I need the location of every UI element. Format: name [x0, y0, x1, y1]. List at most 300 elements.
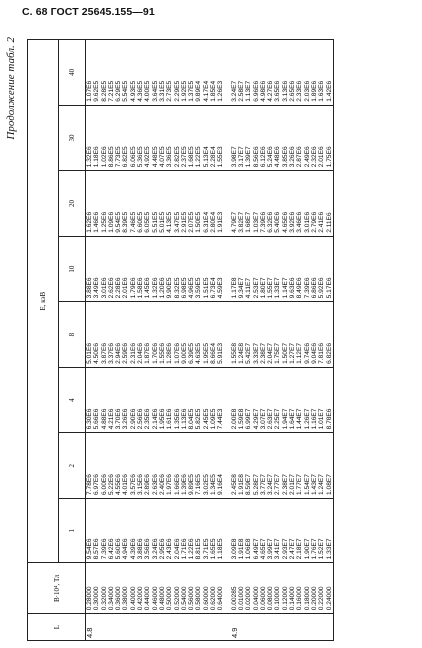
flux-value: 2.29E5 — [174, 40, 181, 106]
table-row — [289, 40, 296, 641]
flux-value: 1.34E5 — [210, 433, 217, 499]
l-value — [326, 614, 334, 641]
flux-value: 9.74E6 — [304, 302, 311, 368]
table-row — [101, 40, 108, 641]
l-value — [181, 614, 188, 641]
flux-value: 2.01E6 — [122, 236, 129, 302]
flux-value: 2.11E6 — [326, 171, 334, 237]
flux-value: 6.73E4 — [210, 236, 217, 302]
flux-value: 1.71E6 — [181, 498, 188, 562]
l-value — [210, 614, 217, 641]
flux-value: 9.00E5 — [181, 302, 188, 368]
flux-value: 1.22E5 — [195, 105, 202, 171]
flux-value: 2.53E7 — [253, 236, 260, 302]
table-row — [86, 40, 94, 641]
l-value — [166, 614, 173, 641]
flux-value: 7.21E5 — [108, 40, 115, 106]
flux-value: 1.13E6 — [181, 367, 188, 433]
table-row — [326, 40, 334, 641]
flux-value: 1.68E5 — [188, 105, 195, 171]
flux-value: 1.75E6 — [326, 105, 334, 171]
flux-value: 2.95E6 — [159, 498, 166, 562]
flux-value: 2.62E6 — [108, 236, 115, 302]
flux-value: 4.39E6 — [130, 498, 137, 562]
flux-value: 3.71E5 — [203, 498, 210, 562]
flux-value: 1.76E7 — [311, 498, 318, 562]
col-header-energy: 30 — [59, 105, 86, 171]
flux-value: 1.62E6 — [86, 171, 94, 237]
flux-value: 3.17E7 — [238, 105, 245, 171]
flux-value: 8.66E4 — [210, 302, 217, 368]
b-value: 0.48000 — [159, 563, 166, 614]
flux-value: 2.07E5 — [188, 171, 195, 237]
flux-value: 2.77E7 — [274, 433, 281, 499]
flux-value: 9.34E7 — [238, 236, 245, 302]
flux-value: 3.01E6 — [304, 171, 311, 237]
flux-value: 3.37E6 — [108, 302, 115, 368]
flux-value: 3.64E5 — [152, 40, 159, 106]
flux-value: 2.82E5 — [174, 105, 181, 171]
flux-value: 2.01E6 — [318, 105, 325, 171]
flux-value: 5.66E6 — [93, 367, 100, 433]
flux-value: 1.61E6 — [166, 367, 173, 433]
flux-value: 1.07E6 — [86, 40, 94, 106]
flux-value: 1.22E6 — [188, 498, 195, 562]
flux-value: 1.95E5 — [203, 302, 210, 368]
flux-value: 1.89E6 — [311, 40, 318, 106]
flux-value: 4.07E5 — [159, 105, 166, 171]
col-header-l: L — [28, 614, 86, 641]
flux-value: 5.51E5 — [152, 171, 159, 237]
l-value — [253, 614, 260, 641]
flux-value: 1.32E6 — [86, 105, 94, 171]
flux-value: 2.56E6 — [137, 367, 144, 433]
b-value: 0.38000 — [122, 563, 129, 614]
flux-value: 1.43E7 — [311, 433, 318, 499]
data-table — [27, 39, 334, 641]
flux-value: 4.50E6 — [93, 302, 100, 368]
flux-value: 3.82E7 — [238, 171, 245, 237]
table-row — [122, 40, 129, 641]
flux-value: 4.65E7 — [260, 498, 267, 562]
table-row — [217, 40, 224, 641]
flux-value: 9.16E4 — [217, 433, 224, 499]
flux-value: 3.15E6 — [137, 433, 144, 499]
b-value: 0.58000 — [195, 563, 202, 614]
table-row — [115, 40, 122, 641]
flux-value: 4.21E6 — [108, 367, 115, 433]
table-row — [108, 40, 115, 641]
flux-value: 1.51E5 — [203, 236, 210, 302]
flux-value: 1.54E7 — [304, 433, 311, 499]
flux-value: 4.94E6 — [122, 498, 129, 562]
b-value: 0.64000 — [217, 563, 224, 614]
flux-value: 1.14E7 — [282, 236, 289, 302]
b-value: 0.16000 — [296, 563, 303, 614]
flux-value: 4.96E5 — [188, 236, 195, 302]
flux-value: 4.11E7 — [245, 236, 252, 302]
col-header-energy: 40 — [59, 40, 86, 106]
flux-value: 1.55E8 — [231, 302, 238, 368]
flux-value: 1.70E6 — [152, 302, 159, 368]
flux-value: 8.59E7 — [245, 433, 252, 499]
flux-value: 1.13E7 — [245, 40, 252, 106]
flux-value: 6.06E5 — [130, 105, 137, 171]
l-value — [144, 614, 151, 641]
table-row — [245, 40, 252, 641]
flux-value: 8.49E6 — [296, 236, 303, 302]
flux-value: 9.90E5 — [166, 236, 173, 302]
flux-value: 1.33E7 — [326, 498, 334, 562]
flux-value: 7.44E3 — [217, 367, 224, 433]
flux-value: 3.70E6 — [115, 367, 122, 433]
col-header-energy: 8 — [59, 302, 86, 368]
flux-value: 9.89E5 — [188, 433, 195, 499]
rotated-table-area — [5, 31, 414, 643]
flux-value: 1.27E7 — [289, 302, 296, 368]
flux-value: 2.25E7 — [274, 367, 281, 433]
flux-value: 1.39E7 — [245, 105, 252, 171]
flux-value: 1.55E3 — [217, 105, 224, 171]
flux-value: 4.88E6 — [101, 367, 108, 433]
col-header-energy: 10 — [59, 236, 86, 302]
flux-value: 5.60E6 — [115, 498, 122, 562]
flux-value: 1.18E5 — [217, 498, 224, 562]
b-value: 0.18000 — [304, 563, 311, 614]
b-value: 0.36000 — [115, 563, 122, 614]
flux-value: 3.56E6 — [144, 498, 151, 562]
b-value: 0.28000 — [86, 563, 94, 614]
col-header-energy-group: E, кэВ — [28, 40, 59, 563]
table-row — [238, 40, 245, 641]
flux-value: 2.94E6 — [115, 302, 122, 368]
flux-value: 1.77E7 — [296, 433, 303, 499]
b-value: 0.50000 — [166, 563, 173, 614]
b-value: 0.12000 — [282, 563, 289, 614]
l-value — [152, 614, 159, 641]
flux-value: 2.63E6 — [152, 433, 159, 499]
flux-value: 4.93E5 — [130, 40, 137, 106]
flux-value: 2.79E6 — [311, 171, 318, 237]
l-value — [311, 614, 318, 641]
flux-value: 4.13E5 — [166, 171, 173, 237]
b-value: 0.02000 — [245, 563, 252, 614]
flux-value: 1.59E8 — [238, 367, 245, 433]
flux-value: 1.91E8 — [238, 498, 245, 562]
flux-value: 3.99E7 — [267, 498, 274, 562]
b-value: 0.01000 — [238, 563, 245, 614]
flux-value: 5.91E3 — [217, 302, 224, 368]
flux-value: 5.36E5 — [137, 105, 144, 171]
col-header-energy: 20 — [59, 171, 86, 237]
flux-value: 1.66E6 — [174, 433, 181, 499]
flux-value: 3.07E7 — [260, 367, 267, 433]
flux-value: 4.01E6 — [122, 433, 129, 499]
flux-value: 8.86E5 — [108, 105, 115, 171]
page-header: С. 68 ГОСТ 25645.155—91 — [22, 6, 155, 18]
flux-value: 4.00E5 — [144, 40, 151, 106]
table-row — [166, 40, 173, 641]
l-value — [245, 614, 252, 641]
flux-value: 2.65E6 — [289, 40, 296, 106]
flux-value: 7.81E6 — [318, 302, 325, 368]
col-header-b: B·10⁴, Тл — [28, 563, 86, 614]
l-value — [137, 614, 144, 641]
flux-value: 1.24E7 — [318, 433, 325, 499]
flux-value: 3.88E6 — [137, 498, 144, 562]
flux-value: 2.28E4 — [210, 105, 217, 171]
l-value — [203, 614, 210, 641]
flux-value: 1.25E6 — [101, 171, 108, 237]
b-value: 0.22000 — [318, 563, 325, 614]
flux-value: 1.09E6 — [108, 171, 115, 237]
flux-value: 1.02E6 — [101, 105, 108, 171]
flux-value: 1.16E7 — [311, 367, 318, 433]
l-value — [130, 614, 137, 641]
l-value — [188, 614, 195, 641]
flux-value: 1.17E8 — [231, 236, 238, 302]
flux-value: 2.33E6 — [296, 40, 303, 106]
flux-value: 2.90E6 — [130, 367, 137, 433]
flux-value: 3.57E6 — [130, 433, 137, 499]
flux-value: 9.04E6 — [311, 302, 318, 368]
table-row — [93, 40, 100, 641]
flux-value: 3.24E7 — [231, 40, 238, 106]
b-value: 0.46000 — [152, 563, 159, 614]
flux-value: 1.64E7 — [289, 367, 296, 433]
b-value: 0.62000 — [210, 563, 217, 614]
l-value — [122, 614, 129, 641]
l-value — [296, 614, 303, 641]
b-value: 0.10000 — [274, 563, 281, 614]
flux-value: 1.32E6 — [152, 236, 159, 302]
table-row — [203, 40, 210, 641]
table-row — [159, 40, 166, 641]
flux-value: 1.90E7 — [304, 498, 311, 562]
flux-value: 3.01E6 — [101, 236, 108, 302]
table-row — [195, 40, 202, 641]
table-row — [282, 40, 289, 641]
b-value: 0.42000 — [137, 563, 144, 614]
flux-value: 3.49E6 — [93, 236, 100, 302]
flux-value: 5.01E5 — [159, 171, 166, 237]
flux-value: 4.63E5 — [195, 302, 202, 368]
flux-value: 1.08E7 — [326, 433, 334, 499]
b-value: 0.44000 — [144, 563, 151, 614]
flux-value: 2.04E7 — [267, 302, 274, 368]
flux-value: 4.92E5 — [144, 105, 151, 171]
table-row — [318, 40, 325, 641]
b-value: 0.24000 — [326, 563, 334, 614]
flux-value: 1.94E7 — [282, 367, 289, 433]
flux-value: 2.49E6 — [304, 105, 311, 171]
flux-value: 5.17E6 — [326, 236, 334, 302]
table-row — [274, 40, 281, 641]
flux-value: 8.81E5 — [195, 498, 202, 562]
flux-value: 2.28E6 — [115, 236, 122, 302]
flux-value: 2.04E6 — [174, 498, 181, 562]
flux-value: 1.35E6 — [174, 367, 181, 433]
l-value — [195, 614, 202, 641]
table-row — [130, 40, 137, 641]
flux-value: 5.22E6 — [108, 433, 115, 499]
flux-value: 1.92E5 — [181, 40, 188, 106]
flux-value: 1.52E7 — [318, 498, 325, 562]
l-value — [108, 614, 115, 641]
flux-value: 9.54E6 — [86, 498, 94, 562]
flux-value: 1.26E7 — [304, 367, 311, 433]
flux-value: 1.68E7 — [245, 171, 252, 237]
flux-value: 3.85E6 — [282, 105, 289, 171]
table-row — [188, 40, 195, 641]
flux-value: 3.26E6 — [122, 367, 129, 433]
flux-value: 6.82E6 — [326, 302, 334, 368]
flux-value: 1.45E6 — [144, 236, 151, 302]
flux-value: 5.40E6 — [274, 171, 281, 237]
flux-value: 3.65E6 — [274, 40, 281, 106]
flux-value: 9.54E5 — [115, 171, 122, 237]
flux-value: 6.31E4 — [203, 171, 210, 237]
flux-value: 1.91E3 — [217, 171, 224, 237]
b-value: 0.34000 — [108, 563, 115, 614]
flux-value: 3.31E5 — [159, 40, 166, 106]
flux-value: 1.91E8 — [238, 433, 245, 499]
flux-value: 1.79E6 — [130, 236, 137, 302]
flux-value: 3.46E6 — [296, 171, 303, 237]
flux-value: 6.97E6 — [93, 433, 100, 499]
b-value: 0.40000 — [130, 563, 137, 614]
flux-value: 5.92E6 — [318, 236, 325, 302]
flux-value: 2.32E6 — [311, 105, 318, 171]
l-value — [318, 614, 325, 641]
flux-value: 1.65E5 — [210, 498, 217, 562]
l-value — [282, 614, 289, 641]
flux-value: 1.44E7 — [296, 367, 303, 433]
flux-value: 2.18E7 — [296, 498, 303, 562]
flux-value: 3.36E5 — [166, 105, 173, 171]
continuation-label: Продолжение табл. 2 — [5, 37, 17, 140]
l-value — [174, 614, 181, 641]
flux-value: 3.26E6 — [289, 105, 296, 171]
flux-value: 2.04E6 — [137, 302, 144, 368]
table-row — [210, 40, 217, 641]
flux-value: 7.39E6 — [304, 236, 311, 302]
flux-value: 1.50E7 — [282, 302, 289, 368]
flux-value: 3.47E5 — [174, 171, 181, 237]
flux-value: 2.41E6 — [318, 171, 325, 237]
flux-value: 3.33E7 — [253, 302, 260, 368]
flux-value: 2.01E7 — [289, 433, 296, 499]
flux-value: 5.01E6 — [86, 302, 94, 368]
flux-value: 3.87E6 — [101, 302, 108, 368]
flux-value: 1.87E6 — [144, 302, 151, 368]
flux-value: 1.42E6 — [326, 40, 334, 106]
flux-value: 1.75E7 — [274, 302, 281, 368]
flux-value: 6.82E5 — [122, 105, 129, 171]
b-value: 0.14000 — [289, 563, 296, 614]
flux-value: 8.32E5 — [174, 236, 181, 302]
flux-value: 9.62E5 — [93, 40, 100, 106]
flux-value: 6.98E5 — [181, 236, 188, 302]
b-value: 0.20000 — [311, 563, 318, 614]
flux-value: 3.88E6 — [86, 236, 94, 302]
l-value — [274, 614, 281, 641]
flux-value: 2.47E7 — [289, 498, 296, 562]
l-value — [93, 614, 100, 641]
flux-value: 2.38E7 — [282, 433, 289, 499]
flux-value: 1.01E7 — [318, 367, 325, 433]
flux-value: 1.95E6 — [159, 367, 166, 433]
flux-value: 5.82E5 — [195, 367, 202, 433]
flux-value: 3.24E6 — [152, 498, 159, 562]
l-value: 4.9 — [231, 614, 238, 641]
flux-value: 6.29E5 — [115, 40, 122, 106]
flux-value: 1.03E7 — [253, 171, 260, 237]
b-value: 0.08000 — [267, 563, 274, 614]
table-row — [311, 40, 318, 641]
l-value — [238, 614, 245, 641]
flux-value: 4.48E5 — [152, 105, 159, 171]
flux-value: 1.39E6 — [181, 433, 188, 499]
flux-value: 2.89E6 — [144, 433, 151, 499]
flux-value: 6.32E6 — [267, 171, 274, 237]
flux-value: 4.59E3 — [217, 236, 224, 302]
flux-value: 4.98E6 — [260, 40, 267, 106]
flux-value: 8.56E6 — [253, 105, 260, 171]
flux-value: 8.04E5 — [188, 367, 195, 433]
l-value — [267, 614, 274, 641]
flux-value: 2.40E6 — [159, 433, 166, 499]
flux-value: 5.24E6 — [267, 105, 274, 171]
flux-value: 2.63E7 — [267, 367, 274, 433]
flux-value: 2.35E6 — [144, 367, 151, 433]
flux-value: 3.02E5 — [203, 433, 210, 499]
table-row — [267, 40, 274, 641]
table-row — [137, 40, 144, 641]
flux-value: 1.97E6 — [166, 433, 173, 499]
b-value: 0.06000 — [260, 563, 267, 614]
flux-value: 3.09E8 — [231, 498, 238, 562]
b-value: 0.30000 — [93, 563, 100, 614]
flux-value: 1.37E5 — [188, 40, 195, 106]
flux-value: 2.14E6 — [152, 367, 159, 433]
flux-value: 6.86E6 — [311, 236, 318, 302]
table-row — [260, 40, 267, 641]
l-value — [159, 614, 166, 641]
flux-value: 4.17E4 — [203, 40, 210, 106]
flux-value: 3.41E7 — [274, 498, 281, 562]
flux-value: 2.43E6 — [166, 498, 173, 562]
b-value: 0.04000 — [253, 563, 260, 614]
l-value — [217, 614, 224, 641]
flux-value: 4.29E7 — [253, 367, 260, 433]
flux-value: 3.92E6 — [289, 171, 296, 237]
flux-value: 6.12E6 — [260, 105, 267, 171]
table-row — [152, 40, 159, 641]
table-row — [296, 40, 303, 641]
flux-value: 6.00E6 — [101, 433, 108, 499]
b-value: 0.00285 — [231, 563, 238, 614]
b-value: 0.60000 — [203, 563, 210, 614]
l-value — [304, 614, 311, 641]
flux-value: 2.31E6 — [130, 302, 137, 368]
flux-value: 1.55E7 — [267, 236, 274, 302]
col-header-energy: 4 — [59, 367, 86, 433]
flux-value: 4.27E6 — [267, 40, 274, 106]
flux-value: 6.42E6 — [108, 498, 115, 562]
flux-value: 1.20E6 — [159, 236, 166, 302]
flux-value: 3.98E7 — [231, 105, 238, 171]
